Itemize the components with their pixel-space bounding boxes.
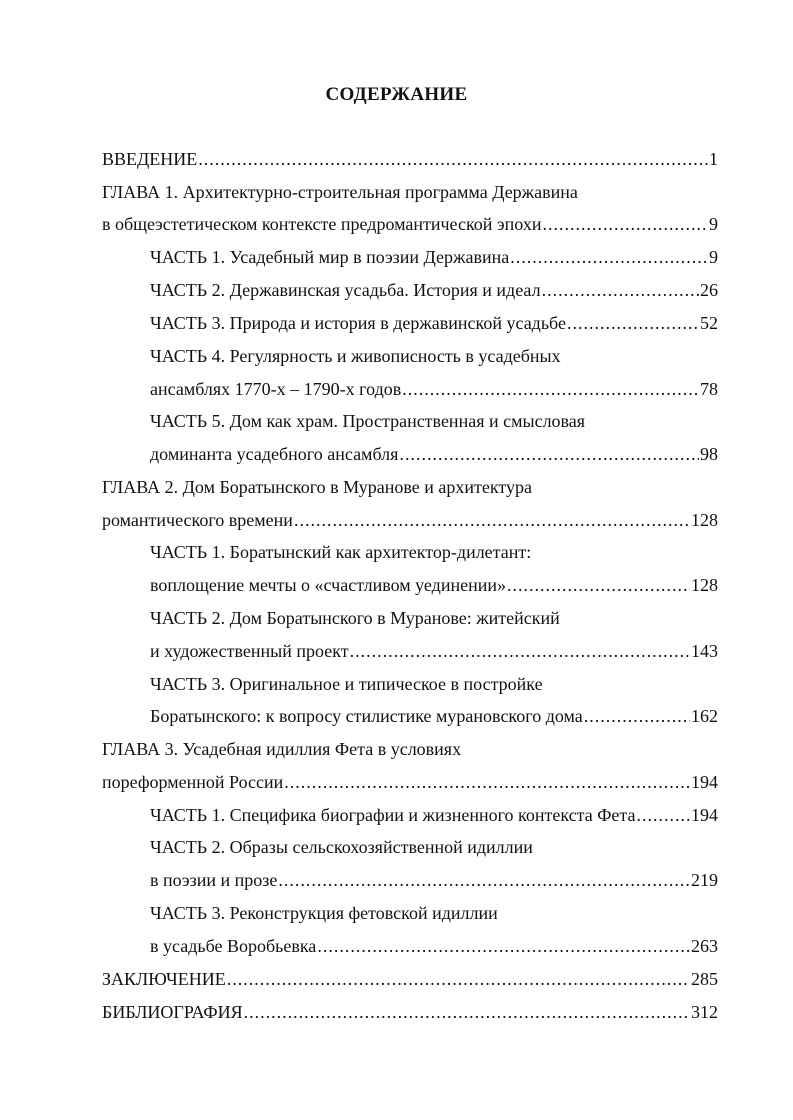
toc-entry-ch2-part-1[interactable] <box>150 538 531 566</box>
toc-page-number: 219 <box>691 870 718 890</box>
toc-page-number: 9 <box>709 214 718 234</box>
toc-page-number: 312 <box>691 1002 718 1022</box>
toc-entry-ch3-part-2[interactable] <box>150 833 533 861</box>
toc-entry-text: ЧАСТЬ 1. Специфика биографии и жизненного контекста Фета <box>150 805 636 825</box>
toc-entry-ch1-part-5[interactable] <box>150 407 585 435</box>
toc-entry-ch1-part-2[interactable] <box>150 276 718 304</box>
dot-leader <box>350 637 690 665</box>
toc-entry-text: БИБЛИОГРАФИЯ <box>102 1002 243 1022</box>
dot-leader <box>284 768 690 796</box>
toc-entry-text: ЧАСТЬ 5. Дом как храм. Пространственная и смысловая <box>150 411 586 431</box>
toc-entry-ch3-part-3[interactable] <box>150 899 498 927</box>
toc-entry-conclusion[interactable] <box>102 965 718 993</box>
toc-entry-ch1-part-4[interactable] <box>150 342 561 370</box>
toc-entry-chapter-1-cont[interactable] <box>102 210 718 238</box>
toc-entry-ch2-part-3[interactable] <box>150 670 543 698</box>
dot-leader <box>317 932 690 960</box>
dot-leader <box>198 145 708 173</box>
toc-entry-text: ансамблях 1770-х – 1790-х годов <box>150 379 402 399</box>
toc-entry-text: ЧАСТЬ 3. Природа и история в державинской усадьбе <box>150 313 566 333</box>
toc-page-number: 285 <box>691 969 718 989</box>
dot-leader <box>402 375 699 403</box>
dot-leader <box>542 210 708 238</box>
toc-entry-text: доминанта усадебного ансамбля <box>150 444 399 464</box>
toc-entry-text: и художественный проект <box>150 641 349 661</box>
dot-leader <box>507 571 690 599</box>
toc-entry-chapter-1[interactable] <box>102 178 578 206</box>
toc-entry-ch3-part-2-cont[interactable] <box>150 866 718 894</box>
toc-entry-text: пореформенной России <box>102 772 284 792</box>
toc-page-number: 162 <box>691 706 718 726</box>
toc-page-number: 98 <box>700 444 718 464</box>
toc-page-number: 128 <box>691 575 718 595</box>
toc-entry-text: ЧАСТЬ 2. Образы сельскохозяйственной идиллии <box>150 837 533 857</box>
toc-entry-text: ГЛАВА 2. Дом Боратынского в Муранове и архитектура <box>102 477 532 497</box>
dot-leader <box>399 440 699 468</box>
dot-leader <box>636 801 690 829</box>
dot-leader <box>227 965 690 993</box>
toc-entry-text: ГЛАВА 3. Усадебная идиллия Фета в условиях <box>102 739 462 759</box>
toc-page-number: 52 <box>700 313 718 333</box>
toc-page-number: 78 <box>700 379 718 399</box>
toc-entry-text: ЧАСТЬ 3. Оригинальное и типическое в постройке <box>150 674 543 694</box>
toc-page-number: 194 <box>691 772 718 792</box>
toc-entry-text: в общеэстетическом контексте предромантической эпохи <box>102 214 542 234</box>
toc-page-number: 26 <box>700 280 718 300</box>
toc-entry-text: ЧАСТЬ 1. Усадебный мир в поэзии Державина <box>150 247 510 267</box>
toc-entry-ch1-part-4-cont[interactable] <box>150 375 718 403</box>
dot-leader <box>542 276 699 304</box>
toc-entry-text: ЧАСТЬ 2. Дом Боратынского в Муранове: житейский <box>150 608 560 628</box>
dot-leader <box>510 243 708 271</box>
toc-entry-bibliography[interactable] <box>102 998 718 1026</box>
toc-entry-text: ГЛАВА 1. Архитектурно-строительная программа Державина <box>102 182 578 202</box>
page-title: СОДЕРЖАНИЕ <box>325 84 468 105</box>
toc-entry-text: романтического времени <box>102 510 293 530</box>
toc-entry-ch2-part-2[interactable] <box>150 604 560 632</box>
toc-page-number: 194 <box>691 805 718 825</box>
dot-leader <box>584 702 690 730</box>
toc-entry-text: воплощение мечты о «счастливом уединении» <box>150 575 506 595</box>
toc-page-number: 263 <box>691 936 718 956</box>
dot-leader <box>294 506 690 534</box>
toc-entry-chapter-2-cont[interactable] <box>102 506 718 534</box>
dot-leader <box>244 998 690 1026</box>
toc-entry-chapter-3[interactable] <box>102 735 461 763</box>
toc-entry-text: ЧАСТЬ 1. Боратынский как архитектор-дилетант: <box>150 542 532 562</box>
toc-entry-text: ВВЕДЕНИЕ <box>102 149 198 169</box>
toc-entry-ch2-part-1-cont[interactable] <box>150 571 718 599</box>
toc-entry-ch2-part-2-cont[interactable] <box>150 637 718 665</box>
toc-entry-ch3-part-3-cont[interactable] <box>150 932 718 960</box>
toc-entry-text: ЧАСТЬ 2. Державинская усадьба. История и идеал <box>150 280 541 300</box>
toc-entry-ch1-part-1[interactable] <box>150 243 718 271</box>
toc-page-number: 1 <box>709 149 718 169</box>
dot-leader <box>567 309 699 337</box>
toc-entry-text: в поэзии и прозе <box>150 870 278 890</box>
toc-entry-ch1-part-3[interactable] <box>150 309 718 337</box>
toc-entry-chapter-3-cont[interactable] <box>102 768 718 796</box>
dot-leader <box>278 866 690 894</box>
toc-entry-chapter-2[interactable] <box>102 473 532 501</box>
toc-page-number: 128 <box>691 510 718 530</box>
toc-entry-text: Боратынского: к вопросу стилистике мурановского дома <box>150 706 583 726</box>
toc-entry-ch2-part-3-cont[interactable] <box>150 702 718 730</box>
toc-entry-text: ЧАСТЬ 3. Реконструкция фетовской идиллии <box>150 903 498 923</box>
toc-page-number: 143 <box>691 641 718 661</box>
toc-entry-ch3-part-1[interactable] <box>150 801 718 829</box>
toc-entry-ch1-part-5-cont[interactable] <box>150 440 718 468</box>
toc-entry-text: в усадьбе Воробьевка <box>150 936 317 956</box>
toc-page-number: 9 <box>709 247 718 267</box>
toc-entry-introduction[interactable] <box>102 145 718 173</box>
toc-entry-text: ЧАСТЬ 4. Регулярность и живописность в усадебных <box>150 346 561 366</box>
toc-entry-text: ЗАКЛЮЧЕНИЕ <box>102 969 226 989</box>
